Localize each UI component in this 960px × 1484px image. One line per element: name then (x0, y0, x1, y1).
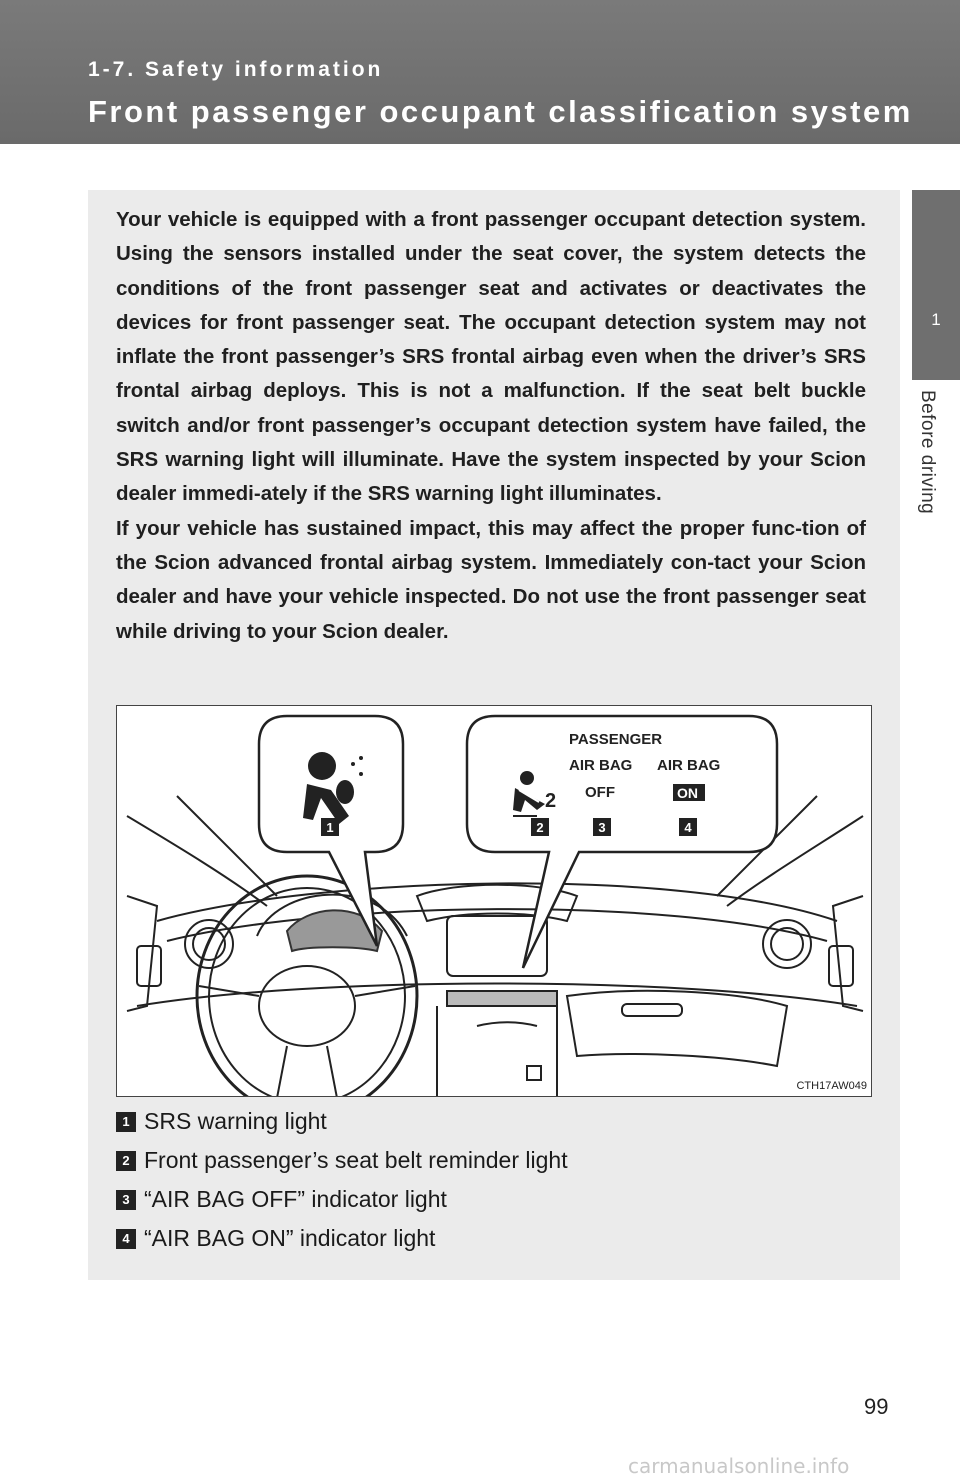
callout-4 (679, 818, 697, 836)
legend-number: 3 (116, 1190, 136, 1210)
legend-text: SRS warning light (144, 1108, 327, 1134)
airbag-off-heading: AIR BAG (569, 757, 633, 774)
dashboard-drawing (117, 706, 872, 1097)
legend-number: 4 (116, 1229, 136, 1249)
legend-item (116, 1141, 568, 1180)
legend-text: “AIR BAG ON” indicator light (144, 1225, 436, 1251)
airbag-on-label: ON (677, 785, 698, 801)
section-label: 1-7. Safety information (88, 58, 384, 81)
intro-paragraph: If your vehicle has sustained impact, this may affect the proper func-tion of the Scion advanced frontal airbag system. Immediately con-tact your Scion dealer and have your vehicle inspected. Do not use the front passenger seat while driving to your Scion dealer. (116, 516, 866, 643)
legend-text: “AIR BAG OFF” indicator light (144, 1186, 447, 1212)
legend-item (116, 1180, 568, 1219)
legend-number: 1 (116, 1112, 136, 1132)
callout-2 (531, 818, 549, 836)
page-title: Front passenger occupant classification system (88, 94, 913, 129)
seat-number-label: 2 (545, 790, 557, 812)
svg-text:1: 1 (326, 820, 334, 835)
legend-number: 2 (116, 1151, 136, 1171)
intro-text (116, 203, 866, 649)
dashboard-illustration (116, 705, 872, 1097)
legend-text: Front passenger’s seat belt reminder light (144, 1147, 568, 1173)
svg-text:4: 4 (684, 820, 692, 835)
figure-code: CTH17AW049 (796, 1080, 867, 1092)
intro-paragraph: Your vehicle is equipped with a front passenger occupant detection system. Using the sensors installed under the seat cover, the system detects the conditions of the front passenger seat and activates or deactivates the devices for front passenger seat. The occupant detection system may not inflate the front passenger’s SRS frontal airbag even when the driver’s SRS frontal airbag deploys. This is not a malfunction. If the seat belt buckle switch and/or front passenger’s occupant detection system have failed, the SRS warning light will illuminate. Have the system inspected by your Scion dealer immedi-ately if the SRS warning light illuminates. (116, 208, 866, 506)
watermark: carmanualsonline.info (628, 1454, 850, 1478)
chapter-number: 1 (931, 310, 941, 329)
passenger-label: PASSENGER (569, 731, 663, 748)
page-number: 99 (864, 1394, 889, 1419)
svg-text:3: 3 (598, 820, 606, 835)
airbag-off-label: OFF (585, 784, 615, 801)
callout-1 (321, 818, 339, 836)
svg-text:2: 2 (536, 820, 544, 835)
legend-item (116, 1102, 568, 1141)
page-header (0, 0, 960, 144)
chapter-label: Before driving (917, 390, 938, 515)
callout-3 (593, 818, 611, 836)
legend (116, 1102, 568, 1258)
airbag-on-heading: AIR BAG (657, 757, 721, 774)
legend-item (116, 1219, 568, 1258)
chapter-tab (912, 190, 960, 380)
